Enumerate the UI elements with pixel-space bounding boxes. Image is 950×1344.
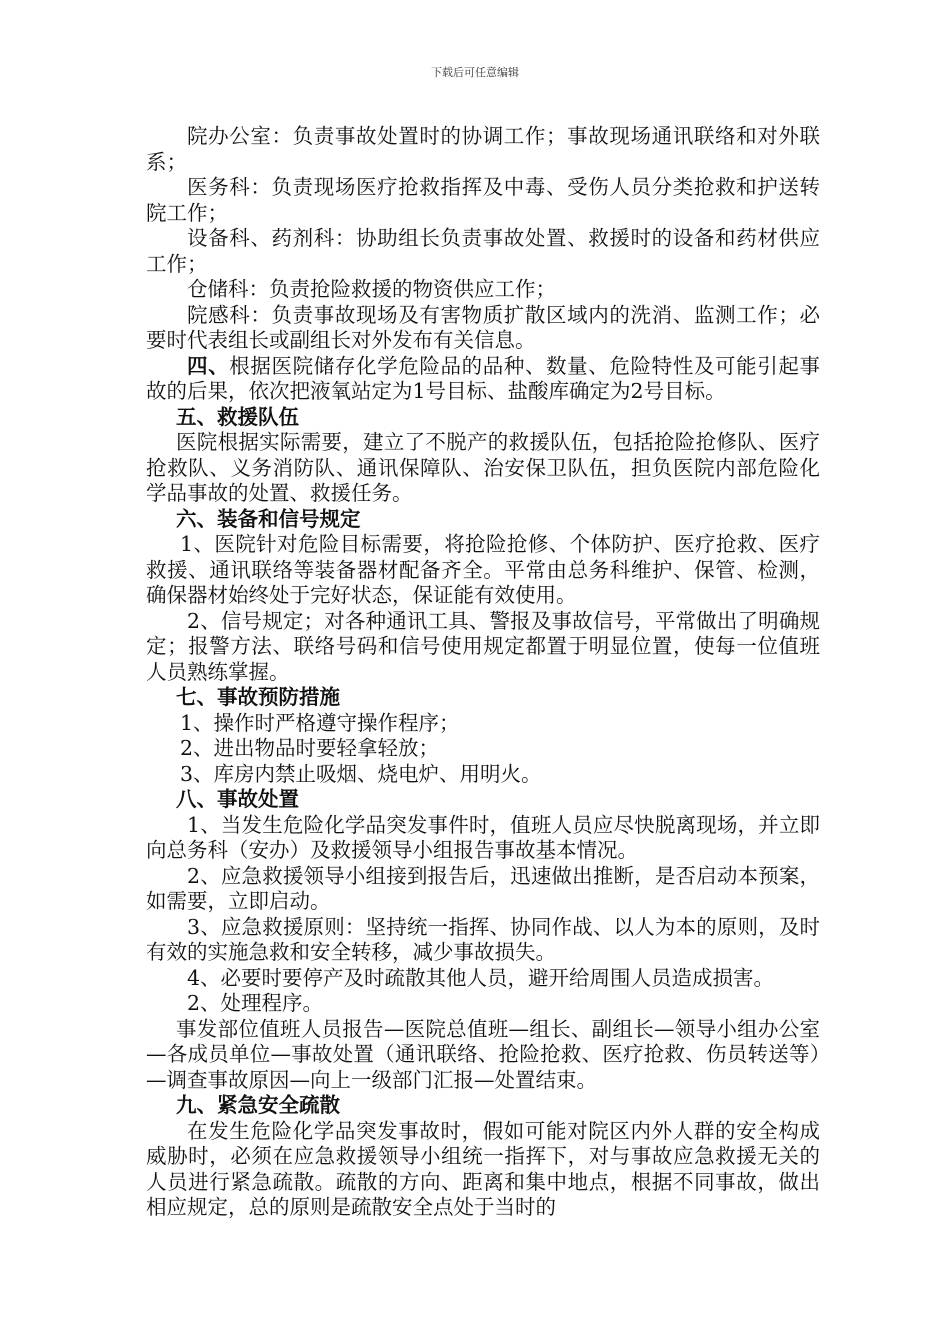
paragraph-procedure-title: 2、处理程序。: [187, 991, 324, 1015]
heading-section-6: 六、装备和信号规定: [176, 506, 361, 531]
section-4-number: 四、: [187, 353, 230, 378]
paragraph-handling-1: 1、当发生危险化学品突发事件时，值班人员应尽快脱离现场，并立即向总务科（安办）及救援领导小组报告事故基本情况。: [146, 812, 820, 862]
paragraph-handling-3: 3、应急救援原则：坚持统一指挥、协同作战、以人为本的原则，及时有效的实施急救和安全转移，减少事故损失。: [146, 914, 820, 964]
document-body: [146, 124, 820, 1221]
list-item-prevention-3: 3、库房内禁止吸烟、烧电炉、用明火。: [180, 761, 542, 786]
page-header-note: 下载后可任意编辑: [431, 66, 519, 79]
paragraph-medical-affairs: 医务科：负责现场医疗抢救指挥及中毒、受伤人员分类抢救和护送转院工作；: [146, 175, 820, 225]
paragraph-handling-2: 2、应急救援领导小组接到报告后，迅速做出推断，是否启动本预案，如需要，立即启动。: [146, 863, 820, 913]
heading-section-9: 九、紧急安全疏散: [176, 1093, 340, 1117]
paragraph-section-4: [146, 354, 820, 405]
paragraph-equipment-pharmacy: 设备科、药剂科：协助组长负责事故处置、救援时的设备和药材供应工作；: [146, 226, 820, 276]
paragraph-hospital-office: 院办公室：负责事故处置时的协调工作；事故现场通讯联络和对外联系；: [146, 124, 820, 174]
paragraph-infection-control: 院感科：负责事故现场及有害物质扩散区域内的洗消、监测工作；必要时代表组长或副组长对外发布有关信息。: [146, 302, 820, 352]
list-item-prevention-1: 1、操作时严格遵守操作程序；: [180, 710, 460, 735]
paragraph-handling-4: 4、必要时要停产及时疏散其他人员，避开给周围人员造成损害。: [187, 965, 775, 990]
heading-section-5: 五、救援队伍: [176, 404, 299, 429]
paragraph-signals: 2、信号规定；对各种通讯工具、警报及事故信号，平常做出了明确规定；报警方法、联络号码和信号使用规定都置于明显位置，使每一位值班人员熟练掌握。: [146, 608, 820, 684]
section-4-text: 根据医院储存化学危险品的品种、数量、危险特性及可能引起事故的后果，依次把液氧站定为1号目标、盐酸库确定为2号目标。: [146, 353, 821, 403]
paragraph-rescue-team: 医院根据实际需要，建立了不脱产的救援队伍，包括抢险抢修队、医疗抢救队、义务消防队、通讯保障队、治安保卫队伍，担负医院内部危险化学品事故的处置、救援任务。: [146, 430, 820, 505]
paragraph-warehouse: 仓储科：负责抢险救援的物资供应工作；: [187, 277, 556, 301]
paragraph-equipment: 1、医院针对危险目标需要，将抢险抢修、个体防护、医疗抢救、医疗救援、通讯联络等装备器材配备齐全。平常由总务科维护、保管、检测，确保器材始终处于完好状态，保证能有效使用。: [146, 532, 820, 607]
list-item-prevention-2: 2、进出物品时要轻拿轻放；: [180, 736, 440, 760]
heading-section-8: 八、事故处置: [176, 787, 299, 811]
heading-section-7: 七、事故预防措施: [176, 685, 340, 709]
paragraph-evacuation: 在发生危险化学品突发事故时，假如可能对院区内外人群的安全构成威胁时，必须在应急救援领导小组统一指挥下，对与事故应急救援无关的人员进行紧急疏散。疏散的方向、距离和集中地点，根据不同事故，做出相应规定，总的原则是疏散安全点处于当时的: [146, 1118, 820, 1219]
paragraph-procedure-flow: 事发部位值班人员报告—医院总值班—组长、副组长—领导小组办公室—各成员单位—事故处置（通讯联络、抢险抢救、医疗抢救、伤员转送等）—调查事故原因—向上一级部门汇报—处置结束。: [146, 1016, 820, 1092]
